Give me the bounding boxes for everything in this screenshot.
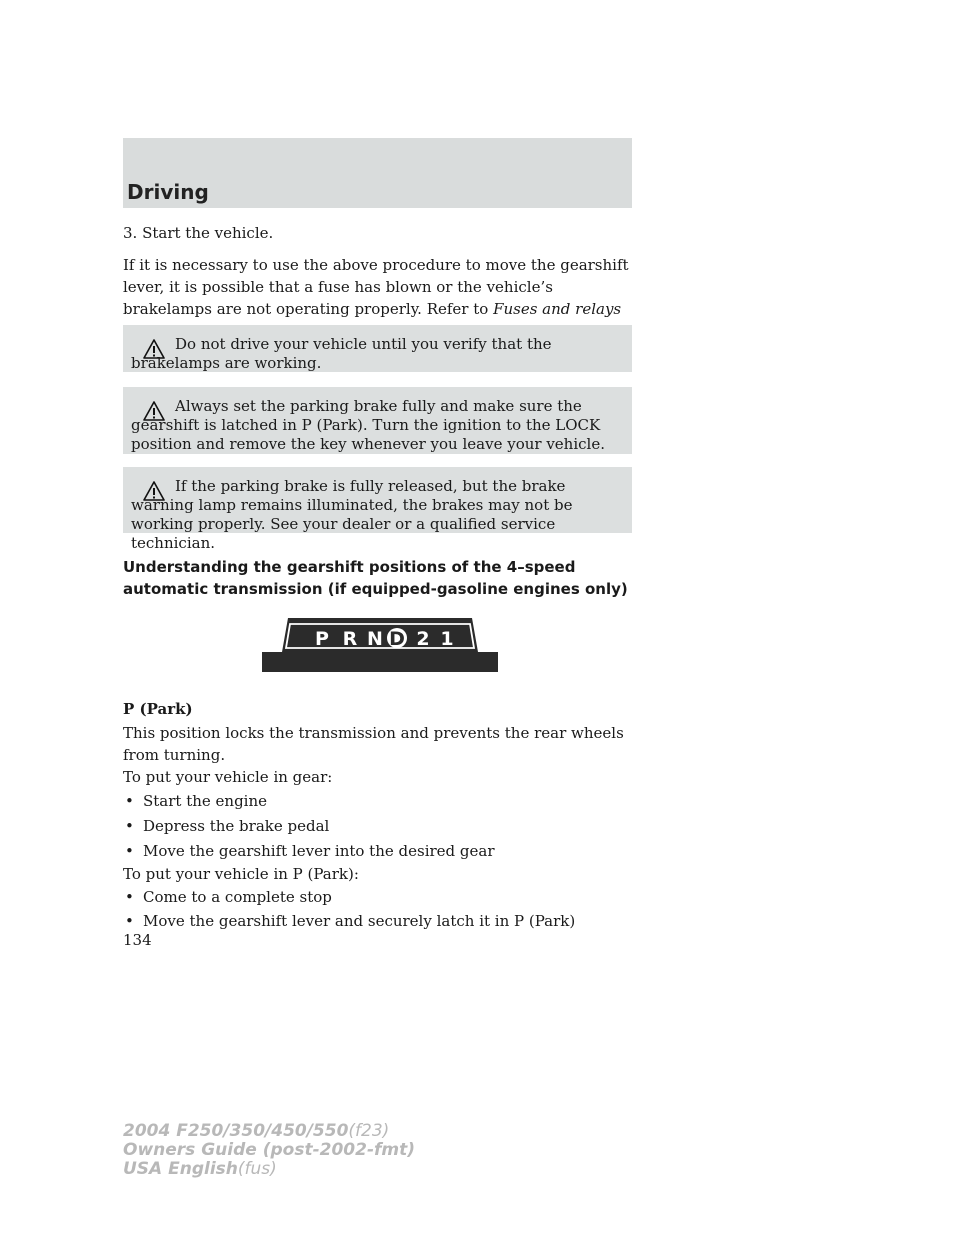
page-number: 134 [123, 931, 152, 949]
gear-label-1: 1 [440, 628, 454, 650]
gearshift-section-heading: Understanding the gearshift positions of the 4–speed automatic transmission (if equipped-gasoline engines only) [123, 558, 628, 598]
list-item: • Move the gearshift lever into the desired gear [125, 842, 495, 860]
park-description: This position locks the transmission and prevents the rear wheels from turning. [123, 724, 624, 764]
fuses-relays-ref: Fuses and relays [493, 300, 622, 318]
section-title: Driving [127, 180, 209, 204]
list-item: • Move the gearshift lever and securely latch it in P (Park) [125, 912, 576, 930]
list-item: • Depress the brake pedal [125, 817, 330, 835]
list-item: • Start the engine [125, 792, 268, 810]
in-gear-intro: To put your vehicle in gear: [123, 768, 333, 786]
step-3-text: 3. Start the vehicle. [123, 224, 274, 242]
warning-text: If the parking brake is fully released, but the brake warning lamp remains illuminated, the brakes may not be working properly. See your dealer or a qualified service technician. [131, 477, 573, 552]
gear-label-d: D [389, 628, 405, 650]
fuse-paragraph: If it is necessary to use the above procedure to move the gearshift lever, it is possible that a fuse has blown or the vehicle’s brakelamps are not operating properly. Refer to Fuses and relays [123, 254, 633, 342]
warning-box-brakelamps [123, 325, 632, 372]
to-park-intro: To put your vehicle in P (Park): [123, 865, 359, 883]
document-footer: 2004 F250/350/450/550(f23) Owners Guide (post-2002-fmt) USA English(fus) [123, 1121, 416, 1179]
gear-label-p: P [315, 628, 329, 650]
gear-label-2: 2 [416, 628, 430, 650]
warning-box-brake-lamp [123, 467, 632, 552]
warning-box-parking [123, 387, 632, 454]
section-header-bar [123, 138, 632, 208]
warning-text: Always set the parking brake fully and make sure the gearshift is latched in P (Park). Turn the ignition to the LOCK position and remove the key whenever you leave your vehicle. [131, 397, 605, 453]
gear-label-r: R [342, 628, 358, 650]
gear-position-indicator [262, 618, 498, 672]
gear-label-n: N [367, 628, 383, 650]
list-item: • Come to a complete stop [125, 888, 332, 906]
warning-text: Do not drive your vehicle until you verify that the brakelamps are working. [131, 335, 552, 372]
park-heading: P (Park) [123, 700, 193, 718]
